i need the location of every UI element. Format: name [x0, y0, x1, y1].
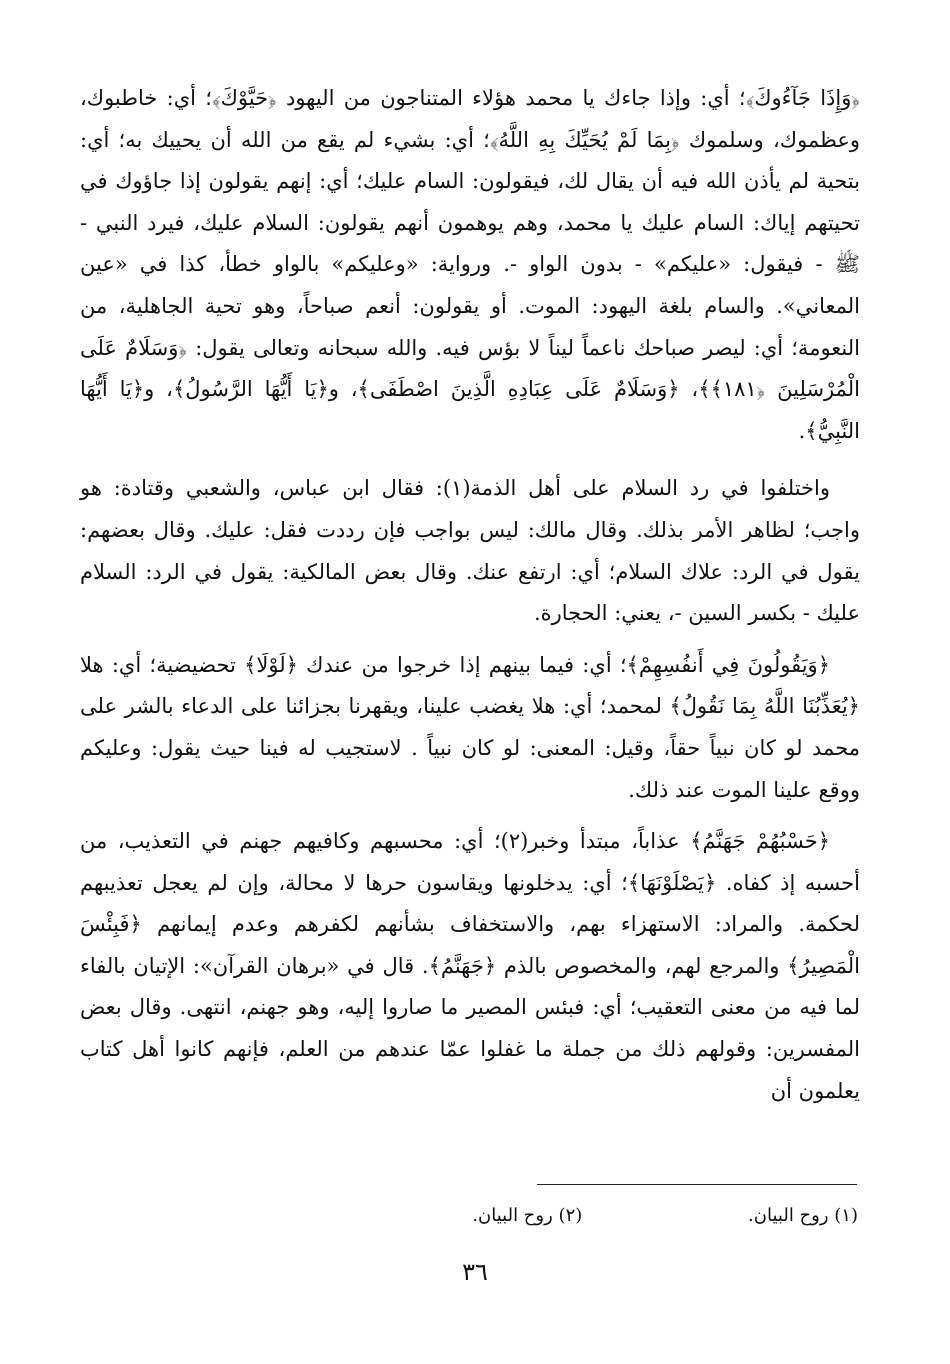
footnotes — [298, 1201, 858, 1231]
paragraph-4: ﴿حَسْبُهُمْ جَهَنَّمُ﴾ عذاباً، مبتدأ وخبر(٢)؛ أي: محسبهم وكافيهم جهنم في التعذيب، من أحسبه إذ كفاه. ﴿يَصْلَوْنَهَا﴾؛ أي: يدخلونها ويقاسون حرها لا محالة، وإن لم يعجل تعذيبهم لحكمة. والمراد: الاستهزاء بهم، والاستخفاف بشأنهم لكفرهم وعدم إيمانهم ﴿فَبِئْسَ الْمَصِيرُ﴾ والمرجع لهم، والمخصوص بالذم ﴿جَهَنَّمُ﴾. قال في «برهان القرآن»: الإتيان بالفاء لما فيه من معنى التعقيب؛ أي: فبئس المصير ما صاروا إليه، وهو جهنم، انتهى. وقال بعض المفسرين: وقولهم ذلك من جملة ما غفلوا عمّا عندهم من العلم، فإنهم كانوا أهل كتاب يعلمون أن — [80, 829, 860, 1103]
paragraph-3: ﴿وَيَقُولُونَ فِي أَنفُسِهِمْ﴾؛ أي: فيما بينهم إذا خرجوا من عندك ﴿لَوْلَا﴾ تحضيضية؛ أي: هلا ﴿يُعَذِّبُنَا اللَّهُ بِمَا نَقُولُ﴾ لمحمد؛ أي: هلا يغضب علينا، ويقهرنا بجزائنا على الدعاء بالشر على محمد لو كان نبياً حقاً، وقيل: المعنى: لو كان نبياً . لاستجيب له فينا حيث يقول: وعليكم ووقع علينا الموت عند ذلك. — [80, 652, 860, 802]
main-text — [80, 78, 860, 1122]
paragraph-1: ﴿وَإِذَا جَآءُوكَ﴾؛ أي: وإذا جاءك يا محمد هؤلاء المتناجون من اليهود ﴿حَيَّوْكَ﴾؛ أي: خاطبوك، وعظموك، وسلموك ﴿بِمَا لَمْ يُحَيِّكَ بِهِ اللَّهُ﴾؛ أي: بشيء لم يقع من الله أن يحييك به؛ أي: بتحية لم يأذن الله فيه أن يقال لك، فيقولون: السام عليك؛ أي: إنهم يقولون إذا جاؤوك في تحيتهم إياك: السام عليك يا محمد، وهم يوهمون أنهم يقولون: السلام عليك، فيرد النبي - ﷺ - فيقول: «عليكم» - بدون الواو -. ورواية: «وعليكم» بالواو خطأ، كذا في «عين المعاني». والسام بلغة اليهود: الموت. أو يقولون: أنعم صباحاً، وهو تحية الجاهلية، من النعومة؛ أي: ليصر صباحك ناعماً ليناً لا بؤس فيه. والله سبحانه وتعالى يقول: ﴿وَسَلَامٌ عَلَى الْمُرْسَلِينَ ﴿١٨١﴾﴾، ﴿وَسَلَامٌ عَلَى عِبَادِهِ الَّذِينَ اصْطَفَى﴾، و﴿يَا أَيُّهَا الرَّسُولُ﴾، و﴿يَا أَيُّهَا النَّبِيُّ﴾. — [80, 86, 861, 443]
footnote-1: (١) روح البيان. — [748, 1205, 858, 1226]
footnote-2: (٢) روح البيان. — [472, 1205, 583, 1226]
paragraph-2: واختلفوا في رد السلام على أهل الذمة(١): فقال ابن عباس، والشعبي وقتادة: هو واجب؛ لظاهر الأمر بذلك. وقال مالك: ليس بواجب فإن رددت فقل: عليك. وقال بعضهم: يقول في الرد: علاك السلام؛ أي: ارتفع عنك. وقال بعض المالكية: يقول في الرد: السلام عليك - بكسر السين -، يعني: الحجارة. — [80, 476, 860, 626]
page-number: ٣٦ — [462, 1258, 488, 1286]
footnote-divider — [537, 1184, 857, 1185]
